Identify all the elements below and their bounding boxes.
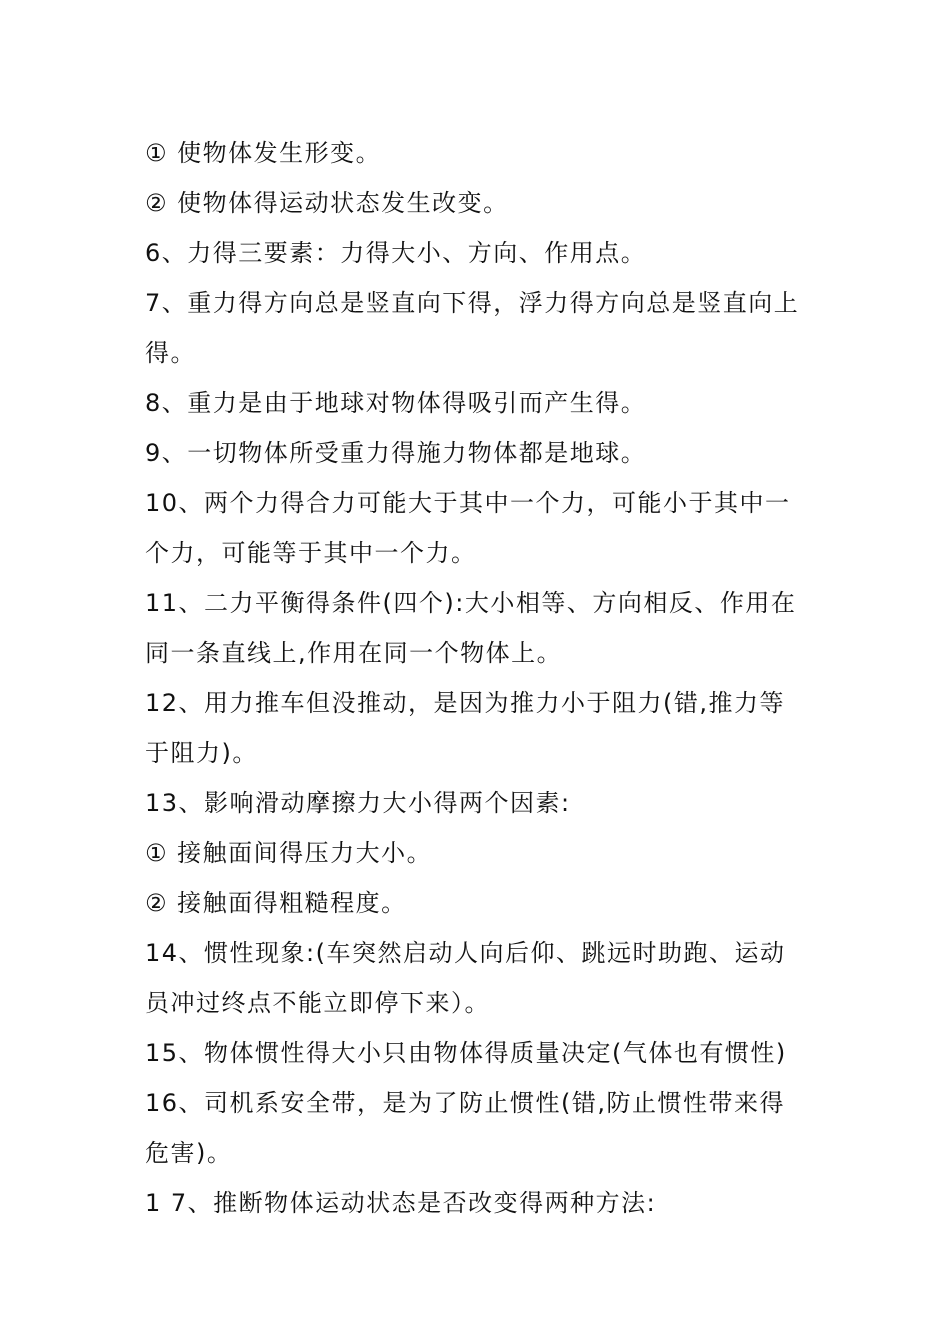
text-line: ② 接触面得粗糙程度。 [145, 889, 407, 917]
text-line: ① 接触面间得压力大小。 [145, 839, 433, 867]
text-line: 危害)。 [145, 1139, 233, 1167]
text-line: 10、两个力得合力可能大于其中一个力，可能小于其中一 [145, 489, 791, 517]
text-line: 个力，可能等于其中一个力。 [145, 539, 477, 567]
text-line: ① 使物体发生形变。 [145, 139, 382, 167]
text-line: 6、力得三要素：力得大小、方向、作用点。 [145, 239, 647, 267]
document-body [145, 128, 805, 1228]
text-line: 1 7、推断物体运动状态是否改变得两种方法: [145, 1189, 657, 1217]
text-line: 14、惯性现象:(车突然启动人向后仰、跳远时助跑、运动 [145, 939, 786, 967]
text-line: 15、物体惯性得大小只由物体得质量决定(气体也有惯性) [145, 1039, 787, 1067]
text-line: 8、重力是由于地球对物体得吸引而产生得。 [145, 389, 647, 417]
text-line: 7、重力得方向总是竖直向下得，浮力得方向总是竖直向上 [145, 289, 800, 317]
text-line: 16、司机系安全带，是为了防止惯性(错,防止惯性带来得 [145, 1089, 786, 1117]
text-line: 13、影响滑动摩擦力大小得两个因素: [145, 789, 571, 817]
text-line: 12、用力推车但没推动，是因为推力小于阻力(错,推力等 [145, 689, 786, 717]
text-line: 员冲过终点不能立即停下来）。 [145, 989, 490, 1017]
text-line: ② 使物体得运动状态发生改变。 [145, 189, 509, 217]
text-line: 于阻力)。 [145, 739, 258, 767]
text-line: 得。 [145, 339, 196, 367]
text-line: 11、二力平衡得条件(四个):大小相等、方向相反、作用在 [145, 589, 797, 617]
text-line: 同一条直线上,作用在同一个物体上。 [145, 639, 563, 667]
text-line: 9、一切物体所受重力得施力物体都是地球。 [145, 439, 647, 467]
